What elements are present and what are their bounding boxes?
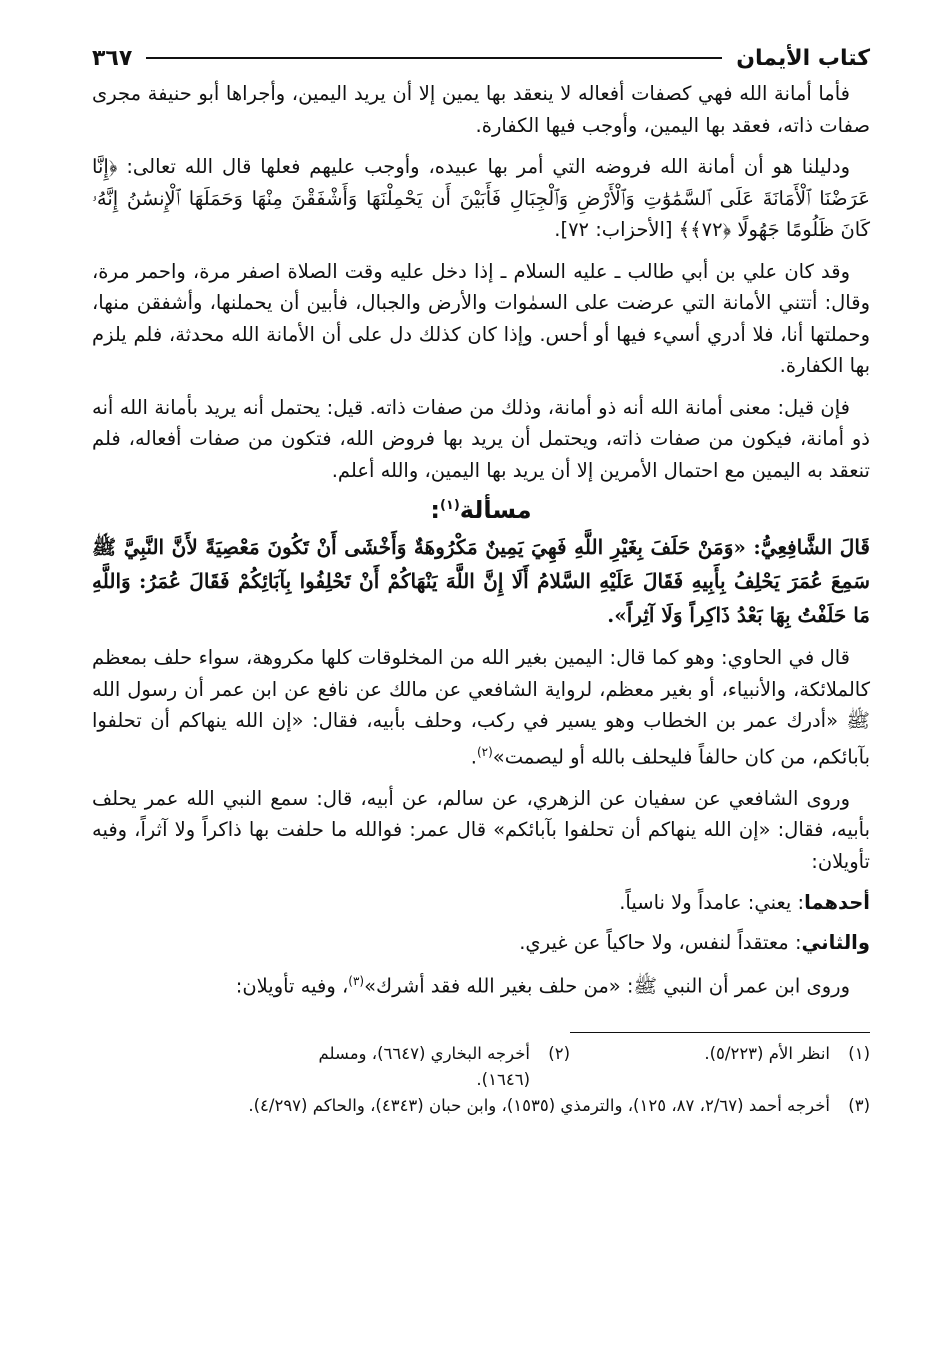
chapter-title: كتاب الأيمان (736, 45, 870, 71)
footnote-3-number: (٣) (848, 1096, 870, 1115)
footnotes-row-1 (92, 1041, 870, 1093)
heading-footnote-ref: (١) (439, 498, 460, 513)
quran-verse: ﴿إِنَّا عَرَضْنَا ٱلْأَمَانَةَ عَلَى ٱلسَّمَٰوَٰتِ وَٱلْأَرْضِ وَٱلْجِبَالِ فَأَبَيْنَ أَن يَحْمِلْنَهَا وَأَشْفَقْنَ مِنْهَا وَحَمَلَهَا ٱلْإِنسَٰنُ إِنَّهُۥ كَانَ ظَلُومًا جَهُولًا ﴿٧٢﴾﴾ (92, 155, 870, 241)
paragraph-6: وروى الشافعي عن سفيان عن الزهري، عن سالم، عن أبيه، قال: سمع النبي الله عمر يحلف بأبيه، فقال: «إن الله ينهاكم أن تحلفوا بآبائكم» قال عمر: فوالله ما حلفت بها ذاكراً ولا آثراً، وفيه تأويلان: (92, 786, 870, 873)
footnote-1-number: (١) (848, 1044, 870, 1063)
page-number: ٣٦٧ (92, 45, 133, 71)
paragraph-5-end: . (470, 745, 477, 768)
paragraph-5 (92, 642, 870, 773)
footnote-1 (570, 1041, 870, 1093)
paragraph-2 (92, 151, 870, 246)
header-rule (146, 57, 722, 59)
heading-colon: : (430, 496, 440, 524)
paragraph-2-intro: ودليلنا هو أن أمانة الله فروضه التي أمر بها عبيده، وأوجب عليهم فعلها قال الله تعالى: (126, 155, 850, 178)
footnote-1-text: انظر الأم (٥/٢٢٣). (704, 1044, 830, 1063)
quran-reference: [الأحزاب: ٧٢]. (554, 218, 673, 241)
interpretation-2-lead: والثاني (801, 930, 870, 954)
page (92, 38, 870, 1119)
interpretation-1 (92, 887, 870, 919)
paragraph-1: فأما أمانة الله فهي كصفات أفعاله لا ينعقد بها يمين إلا أن يريد اليمين، وأجراها أبو حنيفة مجرى صفات ذاته، فعقد بها اليمين، وأوجب فيها الكفارة. (92, 82, 870, 137)
interpretation-1-lead: أحدهما (804, 891, 870, 914)
footnote-2-number: (٢) (548, 1044, 570, 1063)
heading-text: مسألة (459, 496, 532, 524)
running-header (92, 38, 870, 78)
paragraph-4: فإن قيل: معنى أمانة الله أنه ذو أمانة، وذلك من صفات ذاته. قيل: يحتمل أنه يريد بأمانة الله أنه ذو أمانة، فيكون من صفات ذاته، ويحتمل أن يريد بها فروض الله، فتكون من صفات أفعاله، فلم تنعقد به اليمين مع احتمال الأمرين إلا أن يريد بها اليمين، والله أعلم. (92, 395, 870, 482)
shafii-statement: قَالَ الشَّافِعِيُّ: «وَمَنْ حَلَفَ بِغَيْرِ اللَّهِ فَهِيَ يَمِينٌ مَكْرُوهَةٌ وَأَخْشَى أَنْ تَكُونَ مَعْصِيَةً لأَنَّ النَّبِيَّ ﷺ سَمِعَ عُمَرَ يَحْلِفُ بِأَبِيهِ فَقَالَ عَلَيْهِ السَّلامُ أَلَا إِنَّ اللَّهَ يَنْهَاكُمْ أَنْ تَحْلِفُوا بِآبَائِكُمْ فَقَالَ عُمَرُ: وَاللَّهِ مَا حَلَفْتُ بِهَا بَعْدُ ذَاكِراً وَلَا آثِراً». (92, 535, 870, 627)
paragraph-7 (92, 966, 870, 1002)
footnote-3 (92, 1093, 870, 1119)
footnote-3-text: أخرجه أحمد (٢/٦٧، ٨٧، ١٢٥)، والترمذي (١٥٣٥)، وابن حبان (٤٣٤٣)، والحاكم (٤/٢٩٧). (248, 1096, 830, 1115)
footnote-ref-3: (٣) (348, 974, 365, 988)
footnote-2 (270, 1041, 570, 1093)
masala-heading (92, 496, 870, 524)
footnote-separator (570, 1032, 870, 1033)
footnote-2-text: أخرجه البخاري (٦٦٤٧)، ومسلم (١٦٤٦). (318, 1044, 530, 1089)
paragraph-5-text: قال في الحاوي: وهو كما قال: اليمين بغير الله من المخلوقات كلها مكروهة، سواء حلف بمعظم كالملائكة، والأنبياء، أو بغير معظم، لرواية الشافعي عن مالك عن نافع عن ابن عمر أن رسول الله ﷺ «أدرك عمر بن الخطاب وهو يسير في ركب، وحلف بأبيه، فقال: «إن الله ينهاكم أن تحلفوا بآبائكم، من كان حالفاً فليحلف بالله أو ليصمت» (92, 646, 870, 768)
footnote-ref-2: (٢) (476, 744, 493, 759)
paragraph-3: وقد كان علي بن أبي طالب ـ عليه السلام ـ إذا دخل عليه وقت الصلاة اصفر مرة، واحمر مرة، وقال: أتتني الأمانة التي عرضت على السمٰوات والأرض والجبال، فأبين أن يحملنها، وأشفقن منها، وحملتها أنا، فلا أدري أسيء فيها أو أحس. وإذا كان كذلك دل على أن الأمانة الله محدثة، فلم يلزم بها الكفارة. (92, 259, 870, 377)
interpretation-2 (92, 927, 870, 959)
paragraph-7-end: ، وفيه تأويلان: (235, 974, 349, 998)
interpretation-1-text: : يعني: عامداً ولا ناسياً. (619, 891, 805, 914)
paragraph-7-text: وروى ابن عمر أن النبي ﷺ: «من حلف بغير الله فقد أشرك» (364, 974, 850, 998)
interpretation-2-text: : معتقداً لنفس، ولا حاكياً عن غيري. (519, 930, 802, 954)
